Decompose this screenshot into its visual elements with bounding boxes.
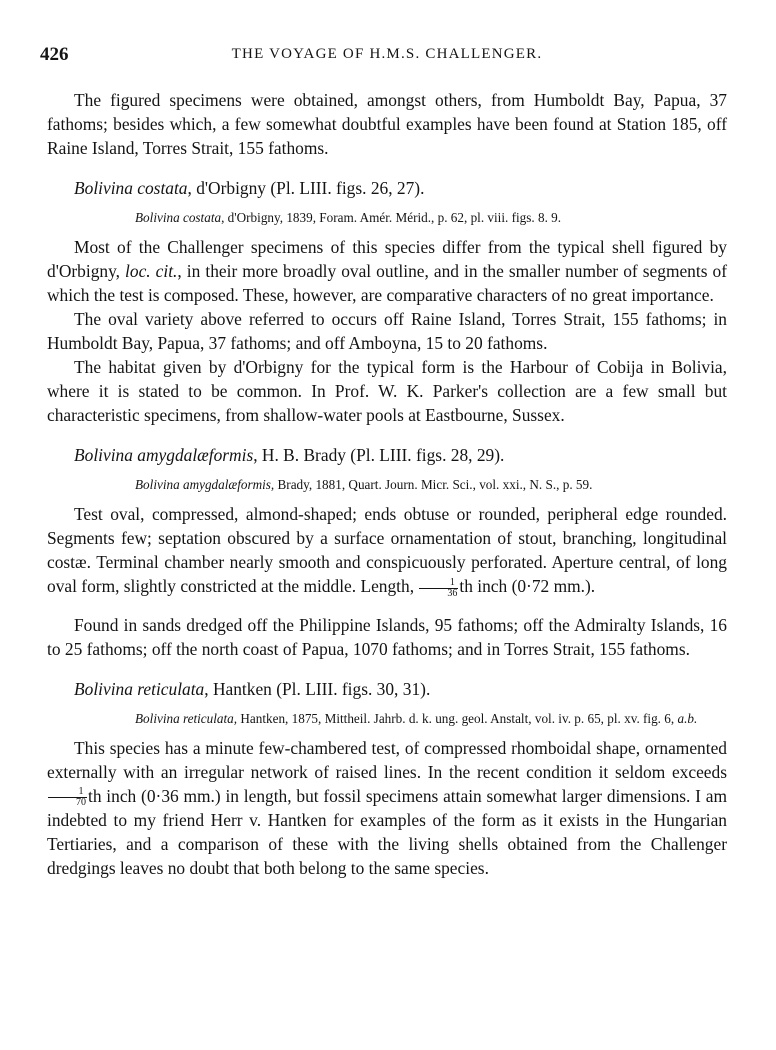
- species-name: Bolivina reticulata: [74, 678, 205, 699]
- reference-name: Bolivina reticulata,: [135, 710, 238, 726]
- costata-paragraph-1: Most of the Challenger specimens of this species differ from the typical shell figured by d'Orbigny, loc. cit., in their more broadly oval outline, and in the smaller number of segments of which the test is composed. These, however, are comparative characters of no great importance.: [47, 237, 728, 305]
- species-heading-amygdalaeformis: [47, 443, 727, 467]
- synonymy-reference-amygdalaeformis: [47, 475, 727, 494]
- page-body: [47, 88, 727, 880]
- fraction: $\frac{1}{36}$: [419, 578, 458, 599]
- page-header: [40, 44, 734, 68]
- figure-letters: a.b.: [677, 710, 698, 726]
- costata-paragraph-2: The oval variety above referred to occurs off Raine Island, Torres Strait, 155 fathoms; in Humboldt Bay, Papua, 37 fathoms; and off Amboyna, 15 to 20 fathoms.: [47, 309, 727, 353]
- species-authority: , d'Orbigny (Pl. LIII. figs. 26, 27).: [187, 178, 425, 198]
- amygdalaeformis-distribution: Found in sands dredged off the Philippine Islands, 95 fathoms; off the Admiralty Islands, 16 to 25 fathoms; off the north coast of Papua, 1070 fathoms; and in Torres Strait, 155 fathoms.: [47, 614, 727, 659]
- reference-name: Bolivina costata: [135, 210, 222, 225]
- reticulata-paragraph: This species has a minute few-chambered test, of compressed rhomboidal shape, ornamented externally with an irregular network of raised lines. In the recent condition it seldom exceeds $\frac{1}{70}$ th inch (0·36 mm.) in length, but fossil specimens attain somewhat larger dimensions. I am indebted to my friend Herr v. Hantken for examples of the form as it exists in the Hungarian Tertiaries, and a comparison of these with the living shells obtained from the Challenger dredgings leaves no doubt that both belong to the same species.: [47, 737, 727, 878]
- synonymy-reference-reticulata: [47, 709, 727, 728]
- species-heading-reticulata: [47, 677, 727, 701]
- page-number: 426: [40, 44, 69, 65]
- reference-citation: Brady, 1881, Quart. Journ. Micr. Sci., vol. xxi., N. S., p. 59.: [274, 477, 593, 492]
- synonymy-reference-costata: [47, 208, 727, 227]
- reference-citation: , d'Orbigny, 1839, Foram. Amér. Mérid., p. 62, pl. viii. figs. 8. 9.: [221, 210, 562, 225]
- reference-citation: Hantken, 1875, Mittheil. Jahrb. d. k. ung. geol. Anstalt, vol. iv. p. 65, pl. xv. fig. 6,: [237, 710, 678, 726]
- species-heading-costata: [47, 176, 727, 200]
- species-name: Bolivina amygdalæformis: [74, 445, 254, 465]
- amygdalaeformis-description: Test oval, compressed, almond-shaped; ends obtuse or rounded, peripheral edge rounded. Segments few; septation obscured by a surface ornamentation of stout, branching, longitudinal costæ. Terminal chamber nearly smooth and conspicuously perforated. Aperture central, of long oval form, slightly constricted at the middle. Length, $\frac{1}{36}$ th inch (0·72 mm.).: [47, 504, 727, 599]
- fraction: $\frac{1}{70}$: [48, 787, 87, 808]
- intro-paragraph: The figured specimens were obtained, amongst others, from Humboldt Bay, Papua, 37 fathoms; besides which, a few somewhat doubtful examples have been found at Station 185, off Raine Island, Torres Strait, 155 fathoms.: [47, 90, 727, 158]
- species-name: Bolivina costata: [74, 178, 188, 198]
- species-authority: , H. B. Brady (Pl. LIII. figs. 28, 29).: [253, 445, 505, 465]
- loc-cit: loc. cit.: [125, 261, 178, 281]
- running-title: THE VOYAGE OF H.M.S. CHALLENGER.: [231, 46, 543, 62]
- reference-name: Bolivina amygdalæformis,: [135, 477, 275, 492]
- costata-paragraph-3: The habitat given by d'Orbigny for the typical form is the Harbour of Cobija in Bolivia, where it is stated to be common. In Prof. W. K. Parker's collection are a few small but characteristic specimens, from shallow-water pools at Eastbourne, Sussex.: [47, 357, 727, 425]
- species-authority: , Hantken (Pl. LIII. figs. 30, 31).: [204, 678, 431, 699]
